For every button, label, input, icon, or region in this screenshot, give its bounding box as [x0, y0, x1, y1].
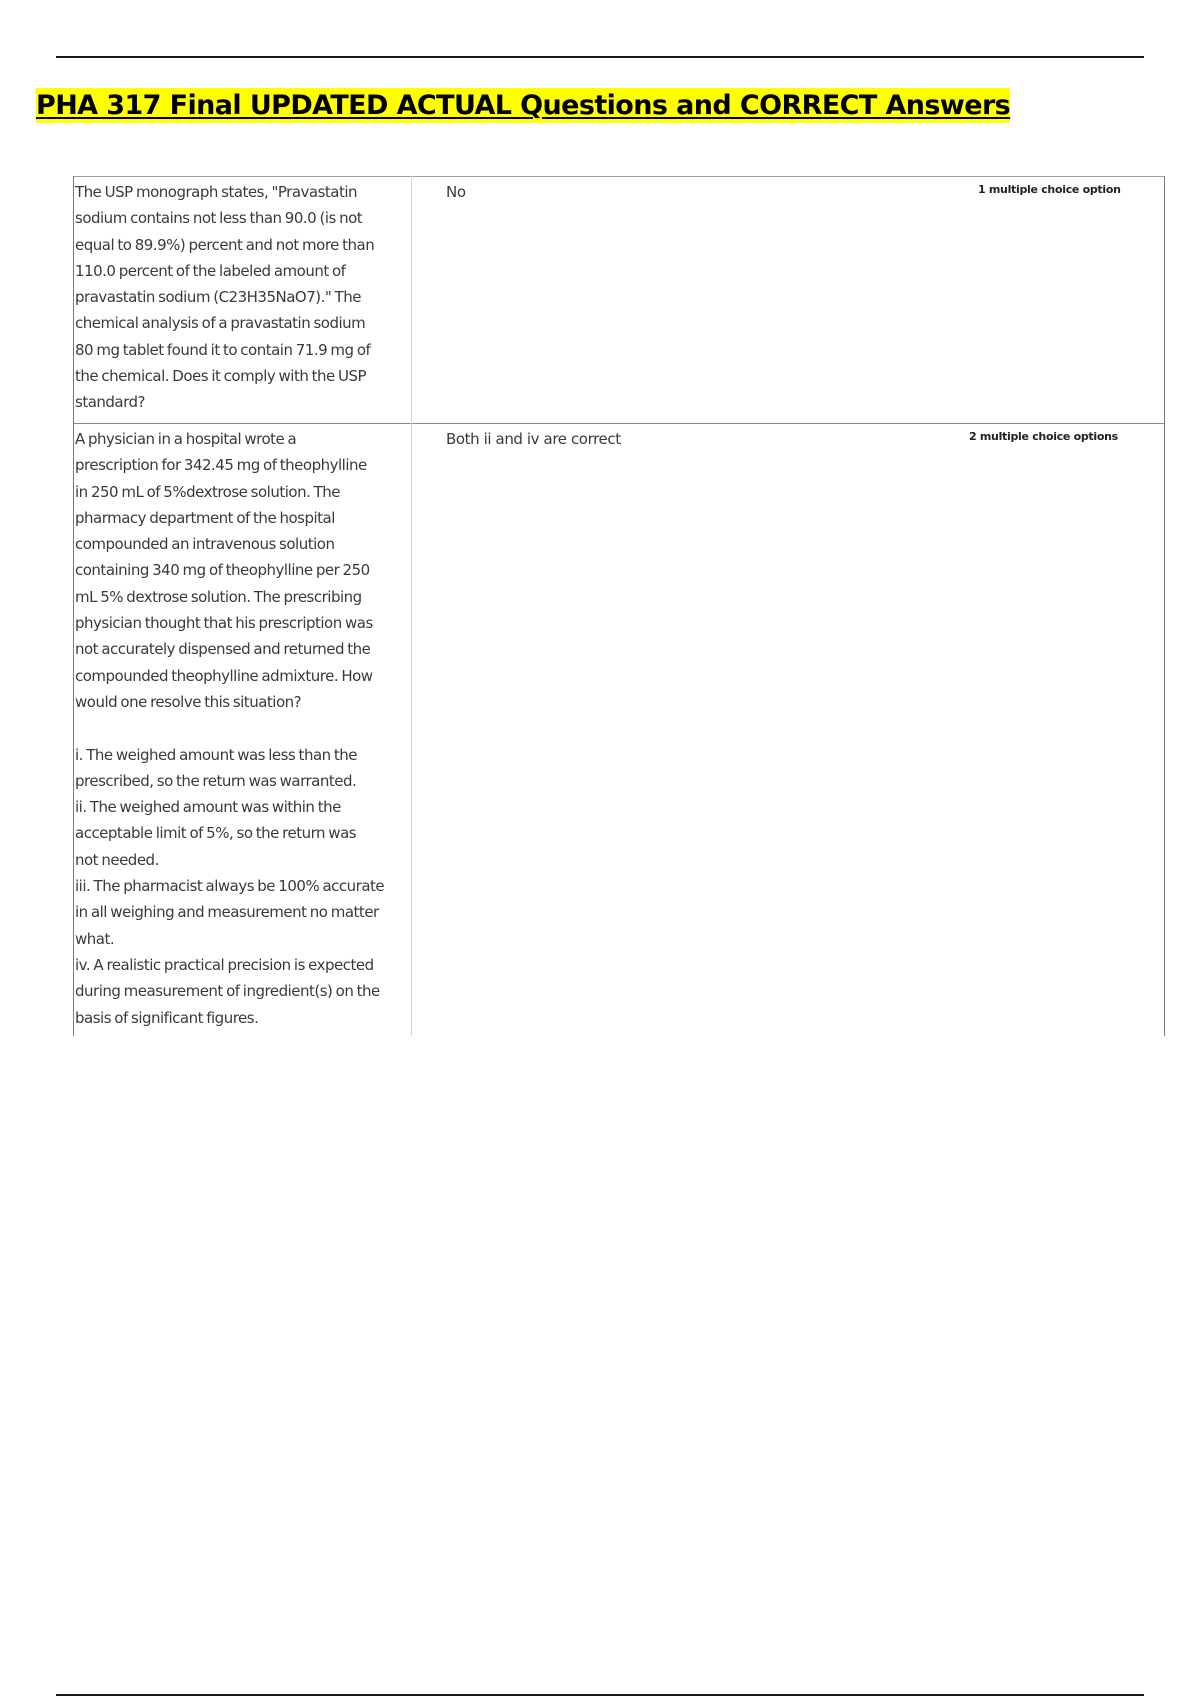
question-line: acceptable limit of 5%, so the return was — [75, 824, 357, 843]
question-line: would one resolve this situation? — [75, 692, 302, 711]
question-line: iv. A realistic practical precision is expected — [75, 955, 374, 974]
title-container — [36, 90, 1156, 121]
question-line: standard? — [75, 393, 145, 412]
choice-count-cell — [852, 424, 1165, 1037]
question-line: during measurement of ingredient(s) on the — [75, 982, 380, 1001]
choice-count-label: 2 multiple choice options — [969, 430, 1118, 443]
question-line: iii. The pharmacist always be 100% accurate — [75, 877, 385, 896]
question-line: compounded theophylline admixture. How — [75, 666, 373, 685]
question-line: what. — [75, 929, 115, 948]
choice-count-label: 1 multiple choice option — [978, 183, 1121, 196]
choice-count-cell — [852, 177, 1165, 424]
question-line: not needed. — [75, 850, 159, 869]
question-line: prescription for 342.45 mg of theophylline — [75, 456, 367, 475]
question-line: i. The weighed amount was less than the — [75, 745, 358, 764]
question-line: the chemical. Does it comply with the USP — [75, 367, 367, 386]
question-line: pharmacy department of the hospital — [75, 508, 335, 527]
answer-text: Both ii and iv are correct — [446, 430, 621, 448]
qa-table — [73, 176, 1165, 1036]
question-line: pravastatin sodium (C23H35NaO7)." The — [75, 288, 361, 307]
question-line — [75, 715, 411, 741]
answer-cell — [412, 177, 853, 424]
question-line: physician thought that his prescription was — [75, 614, 373, 633]
answer-text: No — [446, 183, 466, 201]
question-cell — [74, 424, 412, 1037]
question-line: ii. The weighed amount was within the — [75, 798, 341, 817]
question-line: 80 mg tablet found it to contain 71.9 mg of — [75, 340, 371, 359]
question-line: mL 5% dextrose solution. The prescribing — [75, 587, 362, 606]
question-line: not accurately dispensed and returned the — [75, 640, 371, 659]
question-line: basis of significant figures. — [75, 1008, 259, 1027]
table-row — [74, 424, 1165, 1037]
question-text — [74, 424, 411, 1031]
question-text — [74, 177, 411, 416]
question-line: chemical analysis of a pravastatin sodium — [75, 314, 366, 333]
question-line: containing 340 mg of theophylline per 250 — [75, 561, 370, 580]
document-title: PHA 317 Final UPDATED ACTUAL Questions and CORRECT Answers — [36, 90, 1011, 121]
table-row — [74, 177, 1165, 424]
bottom-rule — [56, 1694, 1144, 1696]
question-line: sodium contains not less than 90.0 (is not — [75, 209, 363, 228]
question-line: compounded an intravenous solution — [75, 535, 335, 554]
question-line: in 250 mL of 5%dextrose solution. The — [75, 482, 341, 501]
question-line: A physician in a hospital wrote a — [75, 430, 297, 448]
question-cell — [74, 177, 412, 424]
top-rule — [56, 56, 1144, 58]
question-line: prescribed, so the return was warranted. — [75, 771, 357, 790]
question-line: 110.0 percent of the labeled amount of — [75, 261, 346, 280]
question-line: equal to 89.9%) percent and not more than — [75, 235, 375, 254]
question-line: The USP monograph states, "Pravastatin — [75, 183, 358, 201]
question-line: in all weighing and measurement no matter — [75, 903, 379, 922]
answer-cell — [412, 424, 853, 1037]
